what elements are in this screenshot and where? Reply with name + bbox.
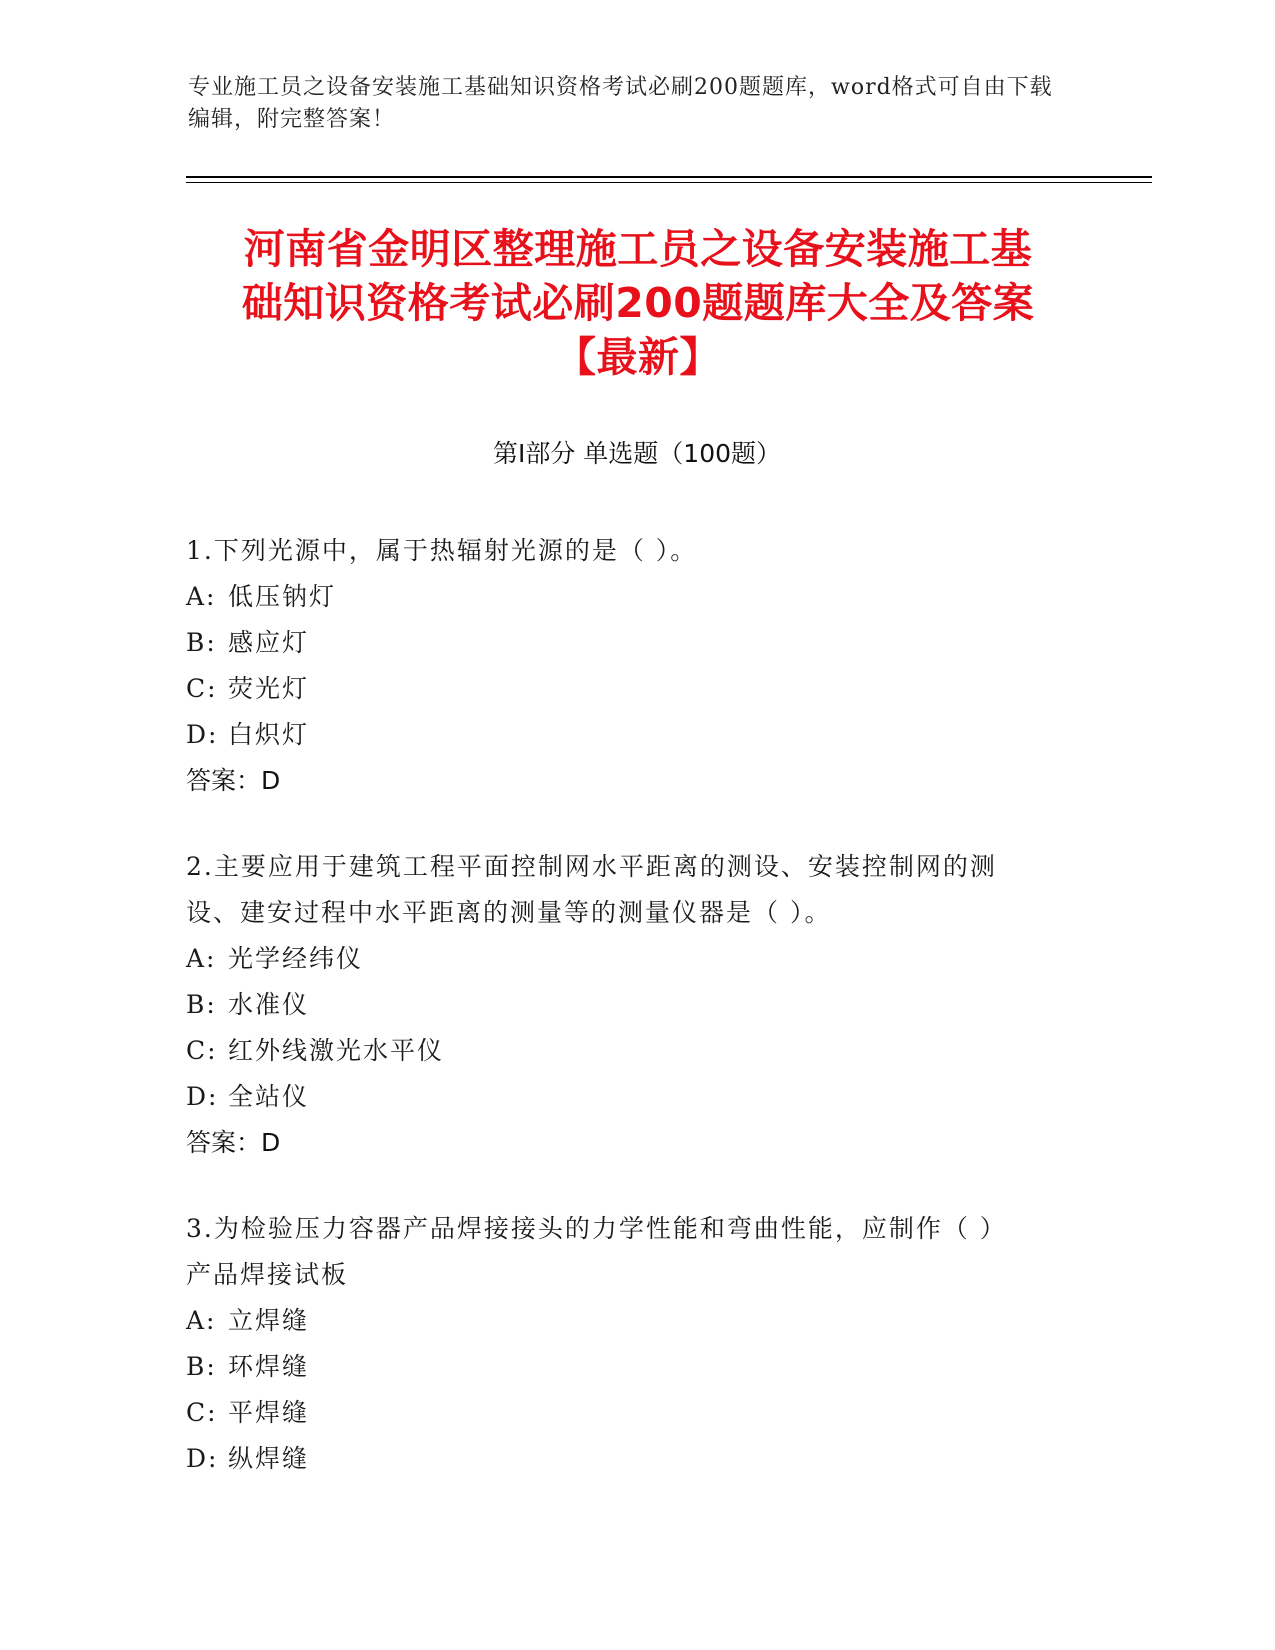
answer-label: 答案： — [186, 766, 262, 795]
option-c — [186, 1390, 1066, 1436]
option-b — [186, 982, 1066, 1028]
option-key: B: — [186, 628, 217, 657]
option-d — [186, 1074, 1066, 1120]
option-text: 水准仪 — [228, 990, 310, 1019]
option-text: 白炽灯 — [228, 720, 310, 749]
answer-value: D — [261, 766, 281, 795]
option-text: 荧光灯 — [228, 674, 310, 703]
question-item — [186, 1206, 1066, 1482]
option-text: 平焊缝 — [228, 1398, 310, 1427]
option-a — [186, 1298, 1066, 1344]
option-d — [186, 712, 1066, 758]
option-c — [186, 1028, 1066, 1074]
question-stem: 产品焊接试板 — [186, 1260, 349, 1289]
option-key: A: — [186, 944, 217, 973]
question-stem: 设、建安过程中水平距离的测量等的测量仪器是（ ）。 — [186, 898, 832, 927]
question-stem: 1.下列光源中，属于热辐射光源的是（ ）。 — [186, 536, 698, 565]
option-text: 全站仪 — [228, 1082, 310, 1111]
option-text: 低压钠灯 — [228, 582, 337, 611]
answer-label: 答案： — [186, 1128, 262, 1157]
option-key: B: — [186, 1352, 217, 1381]
question-item — [186, 528, 1066, 804]
option-text: 光学经纬仪 — [228, 944, 364, 973]
option-b — [186, 620, 1066, 666]
title-line: 河南省金明区整理施工员之设备安装施工基 — [243, 225, 1033, 273]
question-stem: 3.为检验压力容器产品焊接接头的力学性能和弯曲性能，应制作（ ） — [186, 1214, 1007, 1243]
answer-value: D — [261, 1128, 281, 1157]
question-stem: 2.主要应用于建筑工程平面控制网水平距离的测设、安装控制网的测 — [186, 852, 997, 881]
question-list — [186, 528, 1066, 1522]
option-key: B: — [186, 990, 217, 1019]
option-a — [186, 574, 1066, 620]
option-text: 红外线激光水平仪 — [228, 1036, 445, 1065]
section-title: 第Ⅰ部分 单选题（100题） — [492, 439, 782, 468]
title-line: 【最新】 — [555, 333, 721, 381]
header-divider-thick — [186, 176, 1152, 178]
option-key: A: — [186, 1306, 217, 1335]
header-divider-thin — [186, 182, 1152, 183]
header-note: 专业施工员之设备安装施工基础知识资格考试必刷200题题库，word格式可自由下载编辑，附完整答案！ — [188, 75, 1053, 132]
option-key: D: — [186, 720, 219, 749]
option-key: C: — [186, 1036, 218, 1065]
document-title — [150, 222, 1126, 384]
option-key: C: — [186, 1398, 218, 1427]
answer-line — [186, 758, 1066, 804]
option-text: 感应灯 — [228, 628, 310, 657]
option-a — [186, 936, 1066, 982]
option-key: D: — [186, 1082, 219, 1111]
option-key: C: — [186, 674, 218, 703]
option-key: A: — [186, 582, 217, 611]
question-item — [186, 844, 1066, 1166]
option-key: D: — [186, 1444, 219, 1473]
option-d — [186, 1436, 1066, 1482]
option-text: 纵焊缝 — [228, 1444, 310, 1473]
answer-line — [186, 1120, 1066, 1166]
option-c — [186, 666, 1066, 712]
option-text: 立焊缝 — [228, 1306, 310, 1335]
title-line: 础知识资格考试必刷200题题库大全及答案 — [241, 279, 1035, 327]
option-b — [186, 1344, 1066, 1390]
option-text: 环焊缝 — [228, 1352, 310, 1381]
